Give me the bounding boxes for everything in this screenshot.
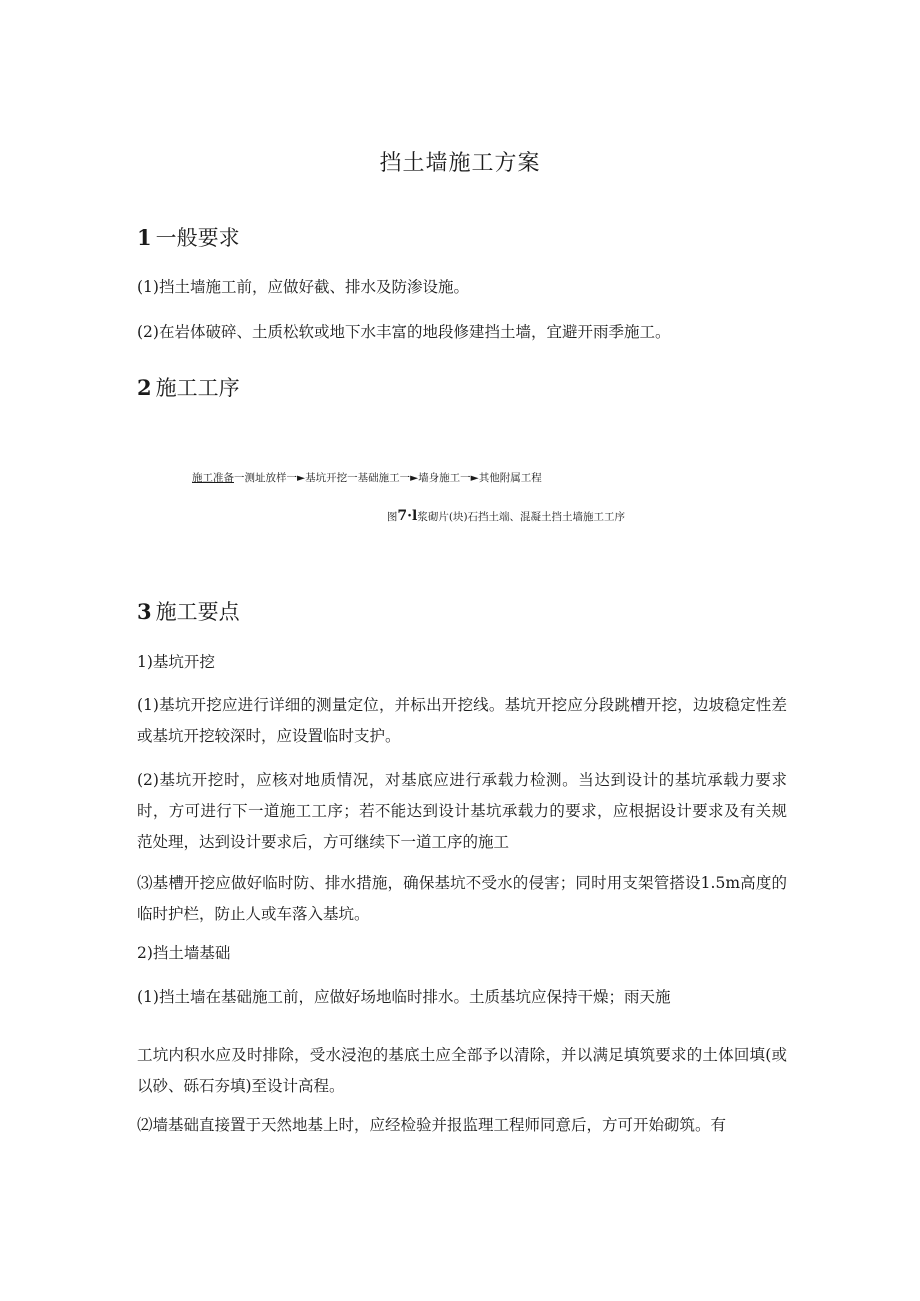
flow-step-first: 施工准备 (192, 472, 234, 484)
section-3-paragraph-1: (1)基坑开挖应进行详细的测量定位，并标出开挖线。基坑开挖应分段跳槽开挖，边坡稳定性差或基坑开挖较深时，应设置临时支护。 (137, 696, 787, 745)
flow-steps-rest: 一测址放样一►基坑开挖一基础施工一►墙身施工一►其他附属工程 (234, 472, 542, 484)
section-2-number: 2 (137, 375, 152, 400)
section-3-paragraph-6: ⑵墙基础直接置于天然地基上时，应经检验并报监理工程师同意后，方可开始砌筑。有 (137, 1116, 727, 1134)
section-1-paragraph-1: (1)挡土墙施工前，应做好截、排水及防渗设施。 (137, 278, 469, 296)
figure-caption (0, 508, 920, 524)
caption-text: 浆砌片(块)石挡土端、混凝土挡土墙施工工序 (417, 511, 626, 523)
section-1-heading (137, 222, 240, 252)
section-1-title: 一般要求 (155, 226, 240, 250)
section-3-paragraph-3: ⑶基槽开挖应做好临时防、排水措施，确保基坑不受水的侵害；同时用支架管搭设1.5m高度的临时护栏，防止人或车落入基坑。 (137, 874, 787, 923)
document-title: 挡土墙施工方案 (379, 151, 541, 176)
section-3-title: 施工要点 (155, 600, 240, 624)
caption-prefix: 图 (386, 511, 398, 523)
subsection-2-heading: 2)挡土墙基础 (137, 944, 231, 962)
section-3-number: 3 (137, 599, 152, 624)
section-1-number: 1 (137, 225, 152, 250)
section-3-paragraph-4: (1)挡土墙在基础施工前，应做好场地临时排水。土质基坑应保持干燥；雨天施 (137, 988, 671, 1006)
section-3-paragraph-5: 工坑内积水应及时排除，受水浸泡的基底土应全部予以清除，并以满足填筑要求的土体回填(或以砂、砾石夯填)至设计高程。 (137, 1046, 787, 1095)
section-2-heading (137, 372, 240, 402)
section-1-paragraph-2: (2)在岩体破碎、土质松软或地下水丰富的地段修建挡土墙，宜避开雨季施工。 (137, 323, 671, 341)
process-flow (192, 470, 542, 485)
section-3-paragraph-2: (2)基坑开挖时，应核对地质情况，对基底应进行承载力检测。当达到设计的基坑承载力要求时，方可进行下一道施工工序；若不能达到设计基坑承载力的要求，应根据设计要求及有关规范处理，达到设计要求后，方可继续下一道工序的施工 (137, 771, 787, 851)
section-2-title: 施工工序 (155, 376, 240, 400)
section-3-heading (137, 596, 240, 626)
subsection-1-heading: 1)基坑开挖 (137, 653, 215, 671)
caption-figure-number: 7·l (397, 508, 418, 524)
